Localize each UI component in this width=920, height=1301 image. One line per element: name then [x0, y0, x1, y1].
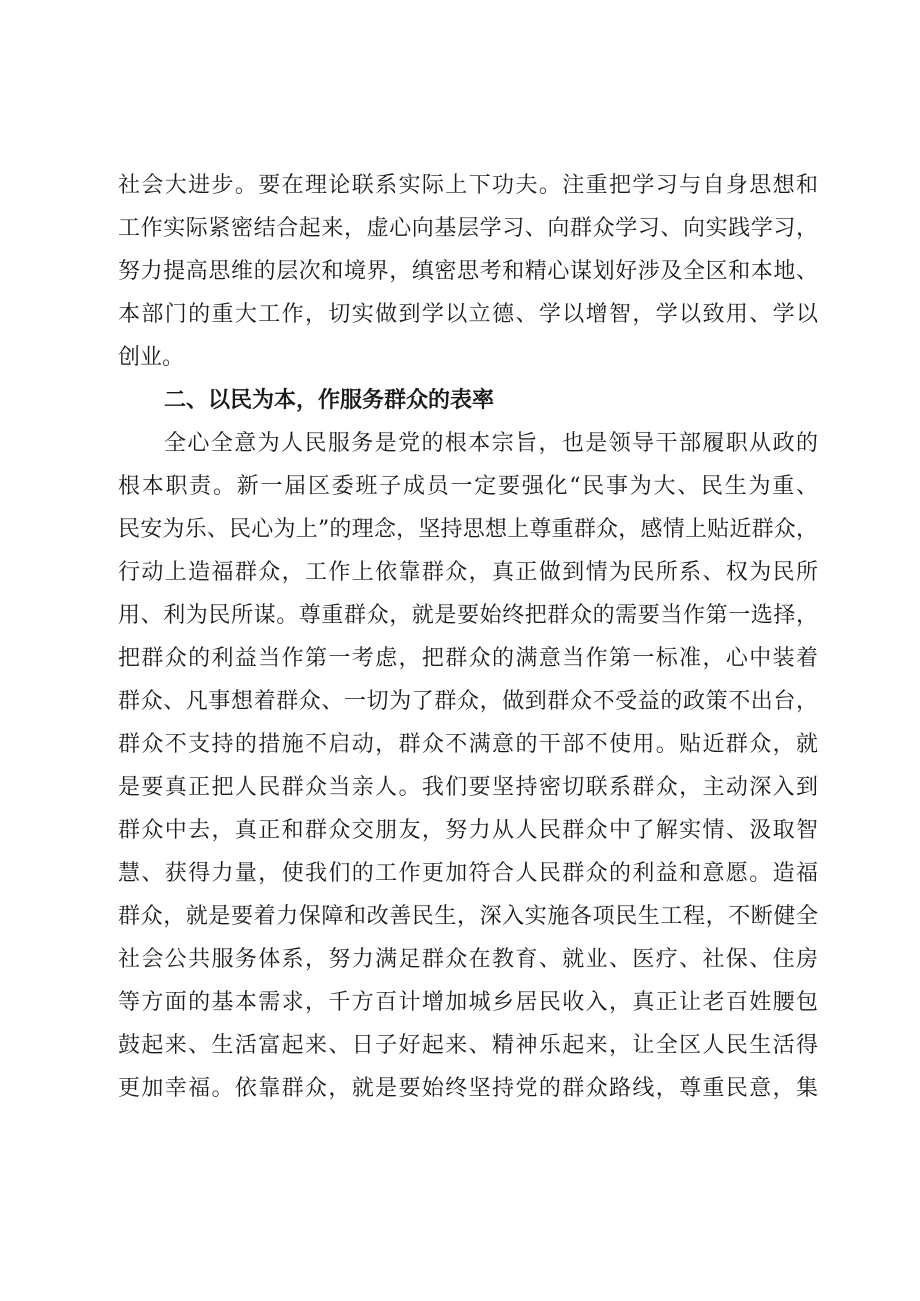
- text-line: 社会公共服务体系，努力满足群众在教育、就业、医疗、社保、住房: [118, 947, 818, 972]
- text-line: 用、利为民所谋。尊重群众，就是要始终把群众的需要当作第一选择，: [118, 603, 818, 628]
- text-line: 创业。: [118, 345, 185, 370]
- text-line: 鼓起来、生活富起来、日子好起来、精神乐起来，让全区人民生活得: [118, 1033, 818, 1058]
- text-line: 社会大进步。要在理论联系实际上下功夫。注重把学习与自身思想和: [118, 173, 818, 198]
- text-line: 群众、凡事想着群众、一切为了群众，做到群众不受益的政策不出台，: [118, 689, 818, 714]
- text-line: 群众不支持的措施不启动，群众不满意的干部不使用。贴近群众，就: [118, 732, 818, 757]
- text-line: 等方面的基本需求，千方百计增加城乡居民收入，真正让老百姓腰包: [118, 990, 818, 1015]
- text-line: 是要真正把人民群众当亲人。我们要坚持密切联系群众，主动深入到: [118, 775, 818, 800]
- text-line: 群众，就是要着力保障和改善民生，深入实施各项民生工程，不断健全: [118, 904, 818, 929]
- text-line: 民安为乐、民心为上”的理念，坚持思想上尊重群众，感情上贴近群众，: [118, 517, 818, 542]
- text-line: 努力提高思维的层次和境界，缜密思考和精心谋划好涉及全区和本地、: [118, 259, 818, 284]
- text-line: 根本职责。新一届区委班子成员一定要强化“民事为大、民生为重、: [118, 474, 818, 499]
- text-line: 工作实际紧密结合起来，虚心向基层学习、向群众学习、向实践学习，: [118, 216, 818, 241]
- text-line: 行动上造福群众，工作上依靠群众，真正做到情为民所系、权为民所: [118, 560, 818, 585]
- paragraph-continued: [118, 164, 818, 379]
- text-line: 慧、获得力量，使我们的工作更加符合人民群众的利益和意愿。造福: [118, 861, 818, 886]
- paragraph-main: [118, 422, 818, 1110]
- text-line: 更加幸福。依靠群众，就是要始终坚持党的群众路线，尊重民意，集: [118, 1076, 818, 1101]
- text-line: 本部门的重大工作，切实做到学以立德、学以增智，学以致用、学以: [118, 302, 818, 327]
- text-line: 把群众的利益当作第一考虑，把群众的满意当作第一标准，心中装着: [118, 646, 818, 671]
- text-line: 群众中去，真正和群众交朋友，努力从人民群众中了解实情、汲取智: [118, 818, 818, 843]
- text-line: 全心全意为人民服务是党的根本宗旨，也是领导干部履职从政的: [164, 431, 818, 456]
- document-body: [118, 164, 818, 1110]
- section-heading: 二、以民为本，作服务群众的表率: [164, 388, 495, 413]
